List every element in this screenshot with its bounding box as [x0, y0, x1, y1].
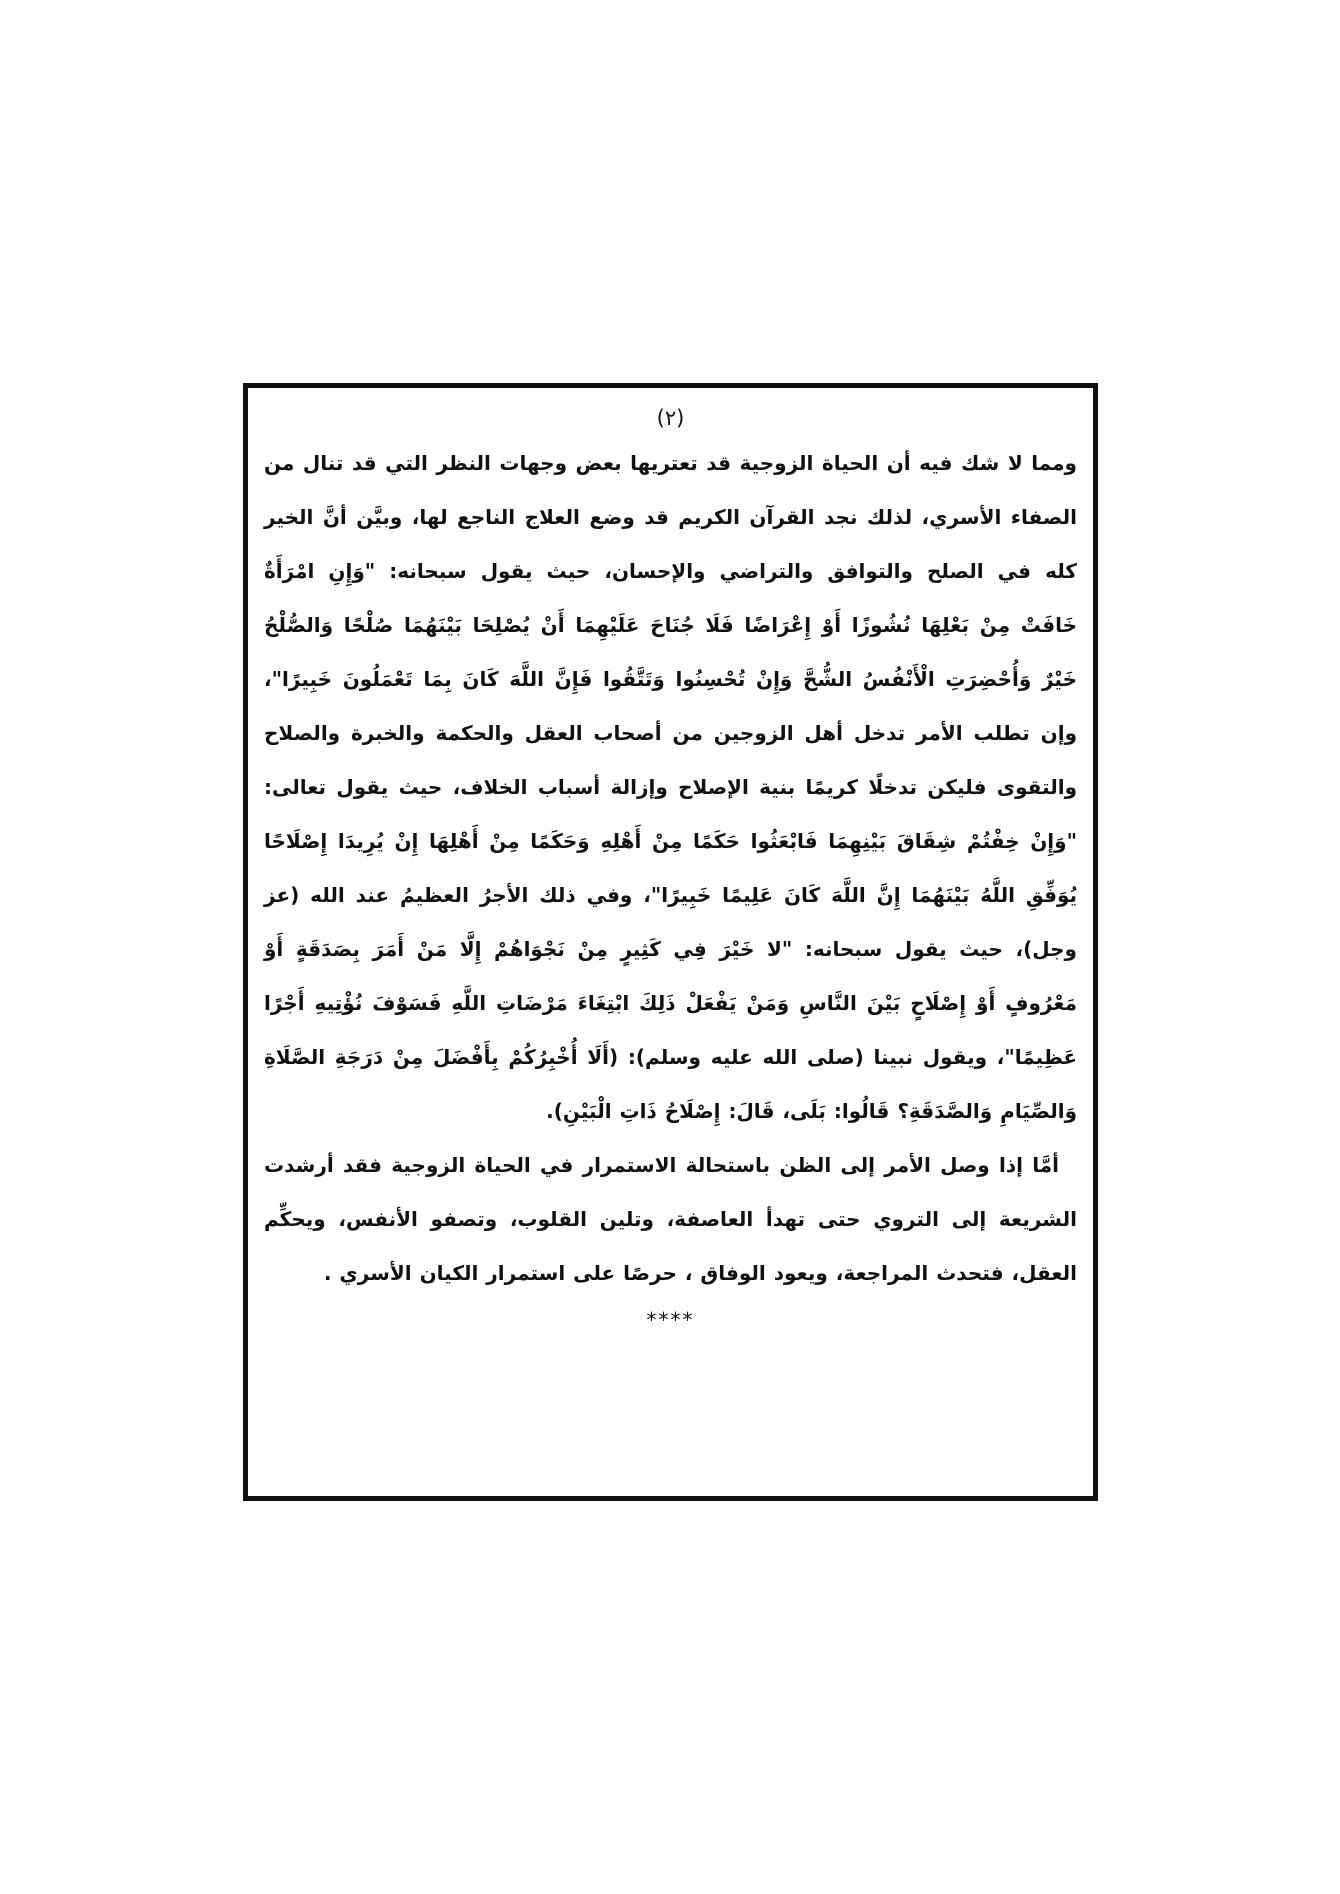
page-number: (٢) [656, 406, 685, 430]
page-border-frame [243, 383, 1098, 1501]
section-separator: **** [646, 1308, 695, 1332]
page-content [264, 400, 1077, 1336]
paragraph-1: ومما لا شك فيه أن الحياة الزوجية قد تعتريها بعض وجهات النظر التي قد تنال من الصفاء الأسري، لذلك نجد القرآن الكريم قد وضع العلاج الناجع لها، وبيَّن أنَّ الخير كله في الصلح والتوافق والتراضي والإحسان، حيث يقول سبحانه: "وَإِنِ امْرَأَةٌ خَافَتْ مِنْ بَعْلِهَا نُشُوزًا أَوْ إِعْرَاضًا فَلَا جُنَاحَ عَلَيْهِمَا أَنْ يُصْلِحَا بَيْنَهُمَا صُلْحًا وَالصُّلْحُ خَيْرٌ وَأُحْضِرَتِ الْأَنْفُسُ الشُّحَّ وَإِنْ تُحْسِنُوا وَتَتَّقُوا فَإِنَّ اللَّهَ كَانَ بِمَا تَعْمَلُونَ خَبِيرًا"، وإن تطلب الأمر تدخل أهل الزوجين من أصحاب العقل والحكمة والخبرة والصلاح والتقوى فليكن تدخلًا كريمًا بنية الإصلاح وإزالة أسباب الخلاف، حيث يقول تعالى: "وَإِنْ خِفْتُمْ شِقَاقَ بَيْنِهِمَا فَابْعَثُوا حَكَمًا مِنْ أَهْلِهِ وَحَكَمًا مِنْ أَهْلِهَا إِنْ يُرِيدَا إِصْلَاحًا يُوَفِّقِ اللَّهُ بَيْنَهُمَا إِنَّ اللَّهَ كَانَ عَلِيمًا خَبِيرًا"، وفي ذلك الأجرُ العظيمُ عند الله (عز وجل)، حيث يقول سبحانه: "لا خَيْرَ فِي كَثِيرٍ مِنْ نَجْوَاهُمْ إِلَّا مَنْ أَمَرَ بِصَدَقَةٍ أَوْ مَعْرُوفٍ أَوْ إِصْلَاحٍ بَيْنَ النَّاسِ وَمَنْ يَفْعَلْ ذَلِكَ ابْتِغَاءَ مَرْضَاتِ اللَّهِ فَسَوْفَ نُؤْتِيهِ أَجْرًا عَظِيمًا"، ويقول نبينا (صلى الله عليه وسلم): (أَلَا أُخْبِرُكُمْ بِأَفْضَلَ مِنْ دَرَجَةِ الصَّلَاةِ وَالصِّيَامِ وَالصَّدَقَةِ؟ قَالُوا: بَلَى، قَالَ: إِصْلَاحُ ذَاتِ الْبَيْنِ). [264, 451, 1077, 1123]
paragraph-2: أمَّا إذا وصل الأمر إلى الظن باستحالة الاستمرار في الحياة الزوجية فقد أرشدت الشريعة إلى التروي حتى تهدأ العاصفة، وتلين القلوب، وتصفو الأنفس، ويحكِّم العقل، فتحدث المراجعة، ويعود الوفاق ، حرصًا على استمرار الكيان الأسري . [264, 1153, 1077, 1285]
